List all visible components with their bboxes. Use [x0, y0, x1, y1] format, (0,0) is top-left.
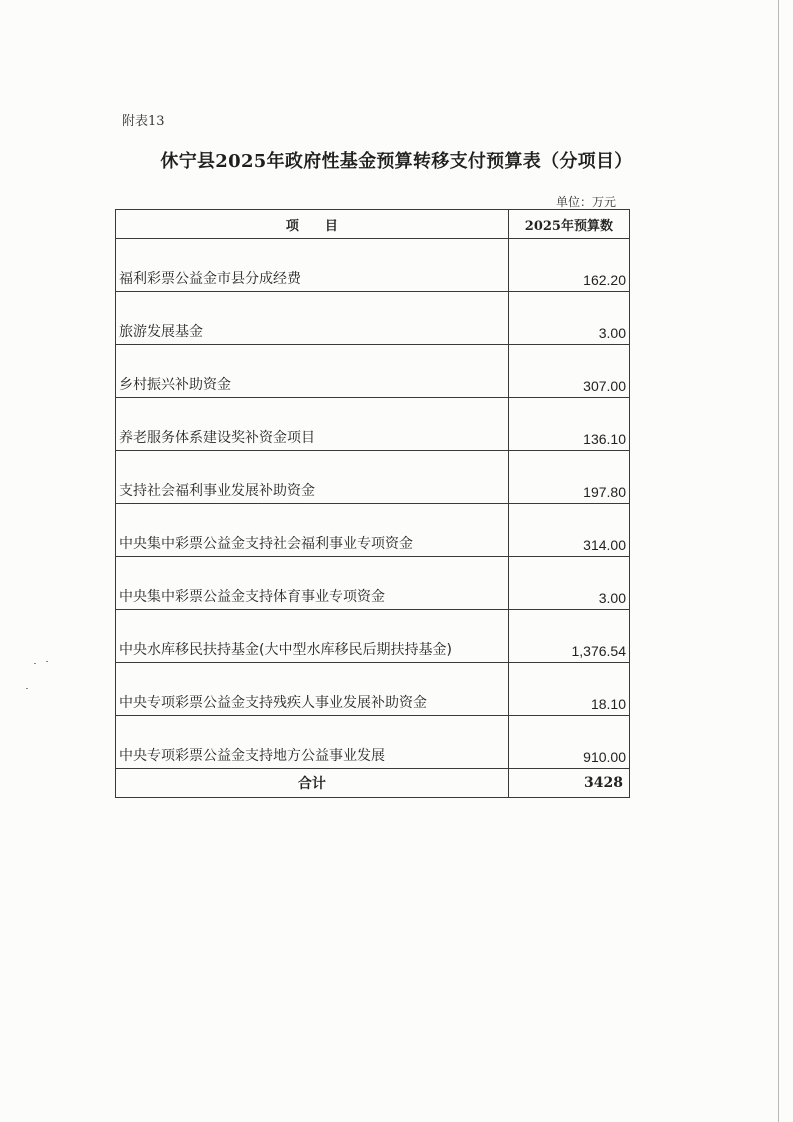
- scan-speck: [34, 663, 36, 664]
- scan-speck: [26, 688, 28, 689]
- row-amount: 314.00: [508, 504, 629, 557]
- row-amount: 162.20: [508, 239, 629, 292]
- row-amount: 3.00: [508, 557, 629, 610]
- row-item: 支持社会福利事业发展补助资金: [116, 451, 509, 504]
- row-item: 福利彩票公益金市县分成经费: [116, 239, 509, 292]
- row-item: 养老服务体系建设奖补资金项目: [116, 398, 509, 451]
- budget-table: [115, 209, 630, 798]
- row-item: 中央集中彩票公益金支持体育事业专项资金: [116, 557, 509, 610]
- total-amount: 3428: [508, 769, 629, 798]
- row-item: 中央集中彩票公益金支持社会福利事业专项资金: [116, 504, 509, 557]
- row-item: 旅游发展基金: [116, 292, 509, 345]
- row-amount: 3.00: [508, 292, 629, 345]
- table-row: [116, 610, 630, 663]
- row-item: 中央水库移民扶持基金(大中型水库移民后期扶持基金): [116, 610, 509, 663]
- table-row: [116, 716, 630, 769]
- document-title: 休宁县2025年政府性基金预算转移支付预算表（分项目）: [160, 151, 633, 172]
- header-amount: 2025年预算数: [508, 210, 629, 239]
- table-header-row: [116, 210, 630, 239]
- row-amount: 307.00: [508, 345, 629, 398]
- attachment-label: 附表13: [122, 114, 165, 129]
- scan-speck: [46, 661, 48, 662]
- table-row: [116, 504, 630, 557]
- row-amount: 136.10: [508, 398, 629, 451]
- table-row: [116, 292, 630, 345]
- table-row: [116, 239, 630, 292]
- total-row: [116, 769, 630, 798]
- table-row: [116, 451, 630, 504]
- row-amount: 197.80: [508, 451, 629, 504]
- row-amount: 18.10: [508, 663, 629, 716]
- row-item: 中央专项彩票公益金支持残疾人事业发展补助资金: [116, 663, 509, 716]
- unit-label: 单位：万元: [556, 195, 617, 209]
- row-amount: 910.00: [508, 716, 629, 769]
- total-label: 合计: [116, 769, 509, 798]
- table-row: [116, 398, 630, 451]
- table-row: [116, 345, 630, 398]
- table-row: [116, 663, 630, 716]
- row-amount: 1,376.54: [508, 610, 629, 663]
- row-item: 中央专项彩票公益金支持地方公益事业发展: [116, 716, 509, 769]
- header-item: 项 目: [116, 210, 509, 239]
- table-row: [116, 557, 630, 610]
- row-item: 乡村振兴补助资金: [116, 345, 509, 398]
